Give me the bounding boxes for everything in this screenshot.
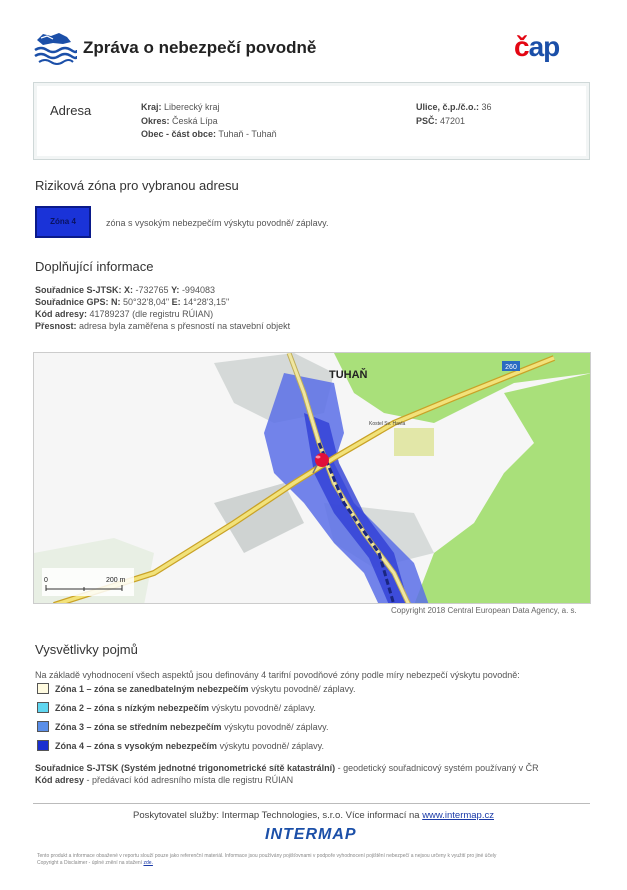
- definition-kod-adresy: Kód adresy - předávací kód adresního místa dle registru RÚIAN: [35, 775, 294, 785]
- legend-item-zone1: Zóna 1 – zóna se zanedbatelným nebezpečím výskytu povodně/ záplavy.: [37, 683, 355, 694]
- scale-max: 200 m: [106, 577, 126, 584]
- address-ulice: Ulice, č.p./č.o.: 36: [416, 102, 492, 112]
- legend-item-zone3: Zóna 3 – zóna se středním nebezpečím výskytu povodně/ záplavy.: [37, 721, 328, 732]
- map-place-label: TUHAŇ: [329, 369, 368, 381]
- legend-swatch: [37, 721, 49, 732]
- flood-logo-icon: [33, 30, 77, 66]
- church-label: Kostel Sv. Havla: [369, 421, 406, 427]
- address-obec: Obec - část obce: Tuhaň - Tuhaň: [141, 129, 277, 139]
- legend-heading: Vysvětlivky pojmů: [35, 642, 138, 657]
- info-heading: Doplňující informace: [35, 259, 154, 274]
- definition-sjtsk: Souřadnice S-JTSK (Systém jednotné trigonometrické sítě katastrální) - geodetický souřadnicový systém používaný v ČR: [35, 763, 539, 773]
- address-psc: PSČ: 47201: [416, 116, 466, 126]
- legend-swatch: [37, 683, 49, 694]
- page-title: Zpráva o nebezpečí povodně: [83, 38, 317, 57]
- disclaimer-link[interactable]: zde.: [143, 860, 153, 866]
- address-heading: Adresa: [50, 103, 92, 118]
- intermap-link[interactable]: www.intermap.cz: [422, 810, 494, 821]
- info-gps: Souřadnice GPS: N: 50°32'8,04" E: 14°28'3,15": [35, 297, 230, 307]
- cap-logo: čap: [514, 31, 560, 62]
- zone-heading: Riziková zóna pro vybranou adresu: [35, 178, 239, 193]
- sports-field: [394, 428, 434, 456]
- map-copyright: Copyright 2018 Central European Data Agency, a. s.: [391, 606, 577, 615]
- map-canvas: [34, 353, 591, 604]
- zone-badge: Zóna 4: [35, 206, 91, 238]
- flood-map[interactable]: [33, 352, 591, 604]
- legend-swatch: [37, 702, 49, 713]
- address-panel: [33, 82, 590, 160]
- legend-intro: Na základě vyhodnocení všech aspektů jsou definovány 4 tarifní povodňové zóny podle míry nebezpečí výskytu povodně:: [35, 670, 520, 680]
- footer-divider: [33, 803, 590, 804]
- zone-description: zóna s vysokým nebezpečím výskytu povodně/ záplavy.: [106, 218, 329, 228]
- address-kraj: Kraj: Liberecký kraj: [141, 102, 220, 112]
- legend-item-zone2: Zóna 2 – zóna s nízkým nebezpečím výskytu povodně/ záplavy.: [37, 702, 316, 713]
- footer-copyright: Copyright a Disclaimer - úplné znění na stažení zde.: [37, 860, 153, 866]
- legend-swatch: [37, 740, 49, 751]
- footer-disclaimer: Tento produkt a informace obsažené v reportu slouží pouze jako referenční materiál. Informace jsou používány pojišťovnami v podpoře vyhodnocení pojištění nebezpečí a nejsou určeny k využití pro jiné účely: [37, 853, 497, 859]
- info-kod: Kód adresy: 41789237 (dle registru RÚIAN): [35, 309, 214, 319]
- address-okres: Okres: Česká Lípa: [141, 116, 218, 126]
- intermap-logo: INTERMAP: [265, 826, 357, 843]
- legend-item-zone4: Zóna 4 – zóna s vysokým nebezpečím výskytu povodně/ záplavy.: [37, 740, 324, 751]
- info-presnost: Přesnost: adresa byla zaměřena s přesností na stavební objekt: [35, 321, 291, 331]
- road-number: 260: [505, 364, 517, 371]
- info-sjtsk: Souřadnice S-JTSK: X: -732765 Y: -994083: [35, 285, 215, 295]
- scale-zero: 0: [44, 577, 48, 584]
- footer-provider: Poskytovatel služby: Intermap Technologies, s.r.o. Více informací na www.intermap.cz: [132, 810, 494, 821]
